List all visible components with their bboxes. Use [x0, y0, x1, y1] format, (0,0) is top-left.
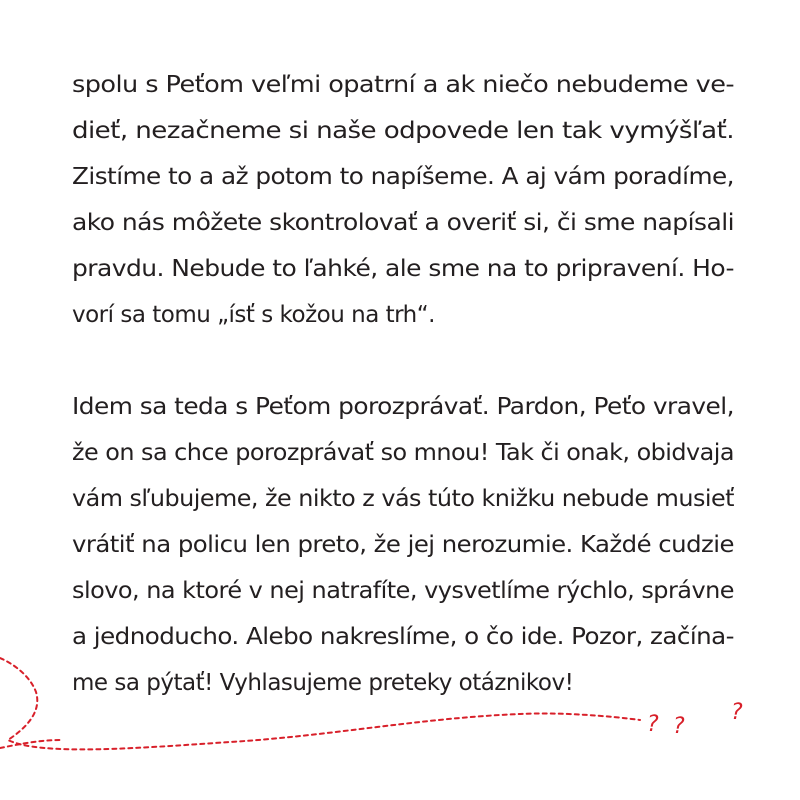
text-line: ako nás môžete skontrolovať a overiť si, či sme napísali — [72, 210, 735, 236]
text-line: pravdu. Nebude to ľahké, ale sme na to pripravení. Ho- — [72, 256, 734, 282]
text-line: Zistíme to a až potom to napíšeme. A aj vám poradíme, — [72, 164, 735, 190]
question-mark-icon: ? — [647, 712, 659, 737]
text-line: me sa pýtať! Vyhlasujeme preteky otáznikov! — [72, 670, 574, 696]
text-line: že on sa chce porozprávať so mnou! Tak či onak, obidvaja — [72, 440, 735, 466]
text-line: vám sľubujeme, že nikto z vás túto knižku nebude musieť — [72, 486, 735, 512]
text-line: slovo, na ktoré v nej natrafíte, vysvetlíme rýchlo, správne — [72, 578, 735, 604]
text-line: vorí sa tomu „ísť s kožou na trh“. — [72, 302, 435, 328]
text-line: dieť, nezačneme si naše odpovede len tak vymýšľať. — [72, 118, 735, 144]
question-mark-icon: ? — [673, 714, 685, 739]
text-line: Idem sa teda s Peťom porozprávať. Pardon, Peťo vravel, — [72, 394, 734, 420]
text-line: a jednoducho. Alebo nakreslíme, o čo ide. Pozor, začína- — [72, 624, 735, 650]
dashed-trail-bottom — [0, 740, 60, 748]
question-mark-icon: ? — [731, 700, 743, 725]
text-line: spolu s Peťom veľmi opatrní a ak niečo nebudeme ve- — [72, 72, 735, 98]
text-line: vrátiť na policu len preto, že jej nerozumie. Každé cudzie — [72, 532, 734, 558]
